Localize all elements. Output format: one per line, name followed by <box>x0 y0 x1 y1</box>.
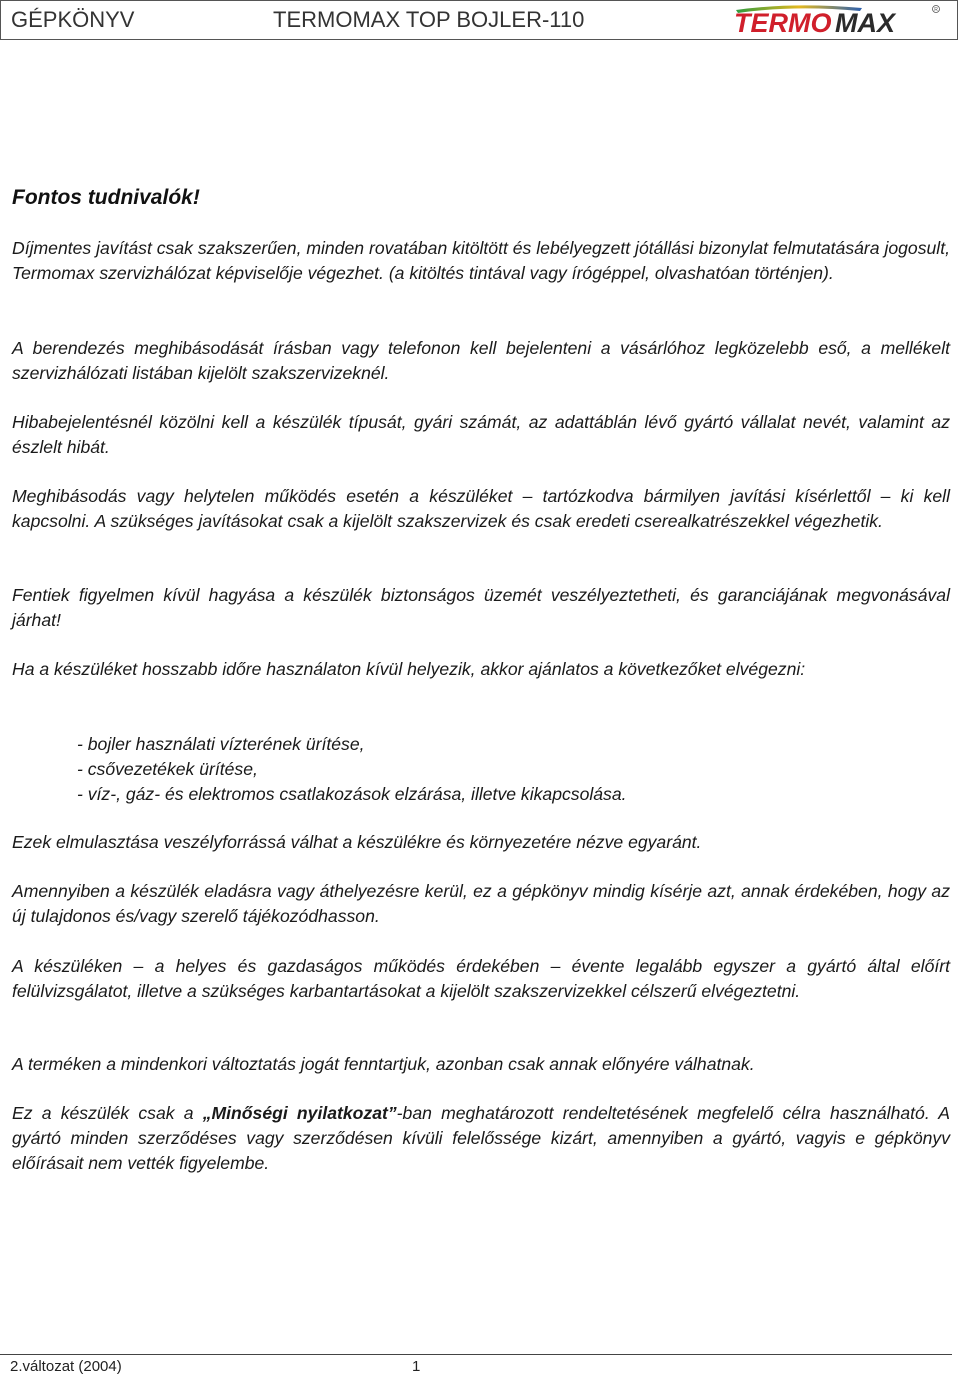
quality-declaration-reference: „Minőségi nyilatkozat” <box>202 1103 397 1123</box>
footer-version: 2.változat (2004) <box>10 1358 122 1375</box>
page-heading: Fontos tudnivalók! <box>12 186 200 209</box>
paragraph-disregard-warning: Fentiek figyelmen kívül hagyása a készülék biztonságos üzemét veszélyeztetheti, és garanciájának megvonásával járhat! <box>12 585 950 630</box>
paragraph-fault-report: A berendezés meghibásodását írásban vagy telefonon kell bejelenteni a vásárlóhoz legközelebb eső, a mellékelt szervizhálózati listában kijelölt szakszervizeknél. <box>12 338 950 383</box>
intended-use-text-end: -ban meghatározott rendeltetésének megfelelő célra használható. A gyártó minden szerződéses vagy szerződésen kívüli felelőssége kizárt, amennyiben a gyártó, vagyis e gépkönyv előírásait nem vették figyelembe. <box>12 1103 950 1173</box>
paragraph-annual-inspection: A készüléken – a helyes és gazdaságos működés érdekében – évente legalább egyszer a gyártó által előírt felülvizsgálatot, illetve a szükséges karbantartásokat a kijelölt szakszervizekkel célszerű elvégeztetni. <box>12 956 950 1001</box>
page-number: 1 <box>412 1358 421 1375</box>
paragraph-danger-note: Ezek elmulasztása veszélyforrássá válhat a készülékre és környezetére nézve egyaránt. <box>12 832 702 852</box>
page-header <box>0 0 958 40</box>
paragraph-report-details: Hibabejelentésnél közölni kell a készülék típusát, gyári számát, az adattáblán lévő gyártó vállalat nevét, valamint az észlelt hibát. <box>12 412 950 457</box>
header-doc-title: TERMOMAX TOP BOJLER-110 <box>273 7 585 32</box>
footer-divider <box>0 1354 952 1355</box>
list-item: - víz-, gáz- és elektromos csatlakozások elzárása, illetve kikapcsolása. <box>77 784 627 804</box>
termomax-logo <box>732 4 944 36</box>
paragraph-resale: Amennyiben a készülék eladásra vagy áthelyezésre kerül, ez a gépkönyv mindig kísérje azt, annak érdekében, hogy az új tulajdonos és/vagy szerelő tájékozódhasson. <box>12 881 950 926</box>
svg-text:R: R <box>934 7 938 13</box>
paragraph-modification-rights: A terméken a mindenkori változtatás jogát fenntartjuk, azonban csak annak előnyére válhatnak. <box>12 1054 755 1074</box>
list-item: - csővezetékek ürítése, <box>77 759 258 779</box>
paragraph-warranty-repair: Díjmentes javítást csak szakszerűen, minden rovatában kitöltött és lebélyegzett jótállási bizonylat felmutatására jogosult, Termomax szervizhálózat képviselője végezhet. (a kitöltés tintával vagy írógéppel, olvashatóan történjen). <box>12 238 950 283</box>
paragraph-intended-use <box>12 1101 950 1176</box>
header-left-title: GÉPKÖNYV <box>11 7 135 32</box>
paragraph-malfunction: Meghibásodás vagy helytelen működés esetén a készüléket – tartózkodva bármilyen javítási kísérlettől – ki kell kapcsolni. A szükséges javításokat csak a kijelölt szakszervizek és csak eredeti cserealkatrészekkel végezhetik. <box>12 486 950 531</box>
list-item: - bojler használati vízterének ürítése, <box>77 734 365 754</box>
intended-use-text-start: Ez a készülék csak a <box>12 1103 203 1123</box>
logo-text-termo: TERMO <box>734 8 832 36</box>
paragraph-long-disuse: Ha a készüléket hosszabb időre használaton kívül helyezik, akkor ajánlatos a következőket elvégezni: <box>12 659 806 679</box>
logo-text-max: MAX <box>835 8 895 36</box>
